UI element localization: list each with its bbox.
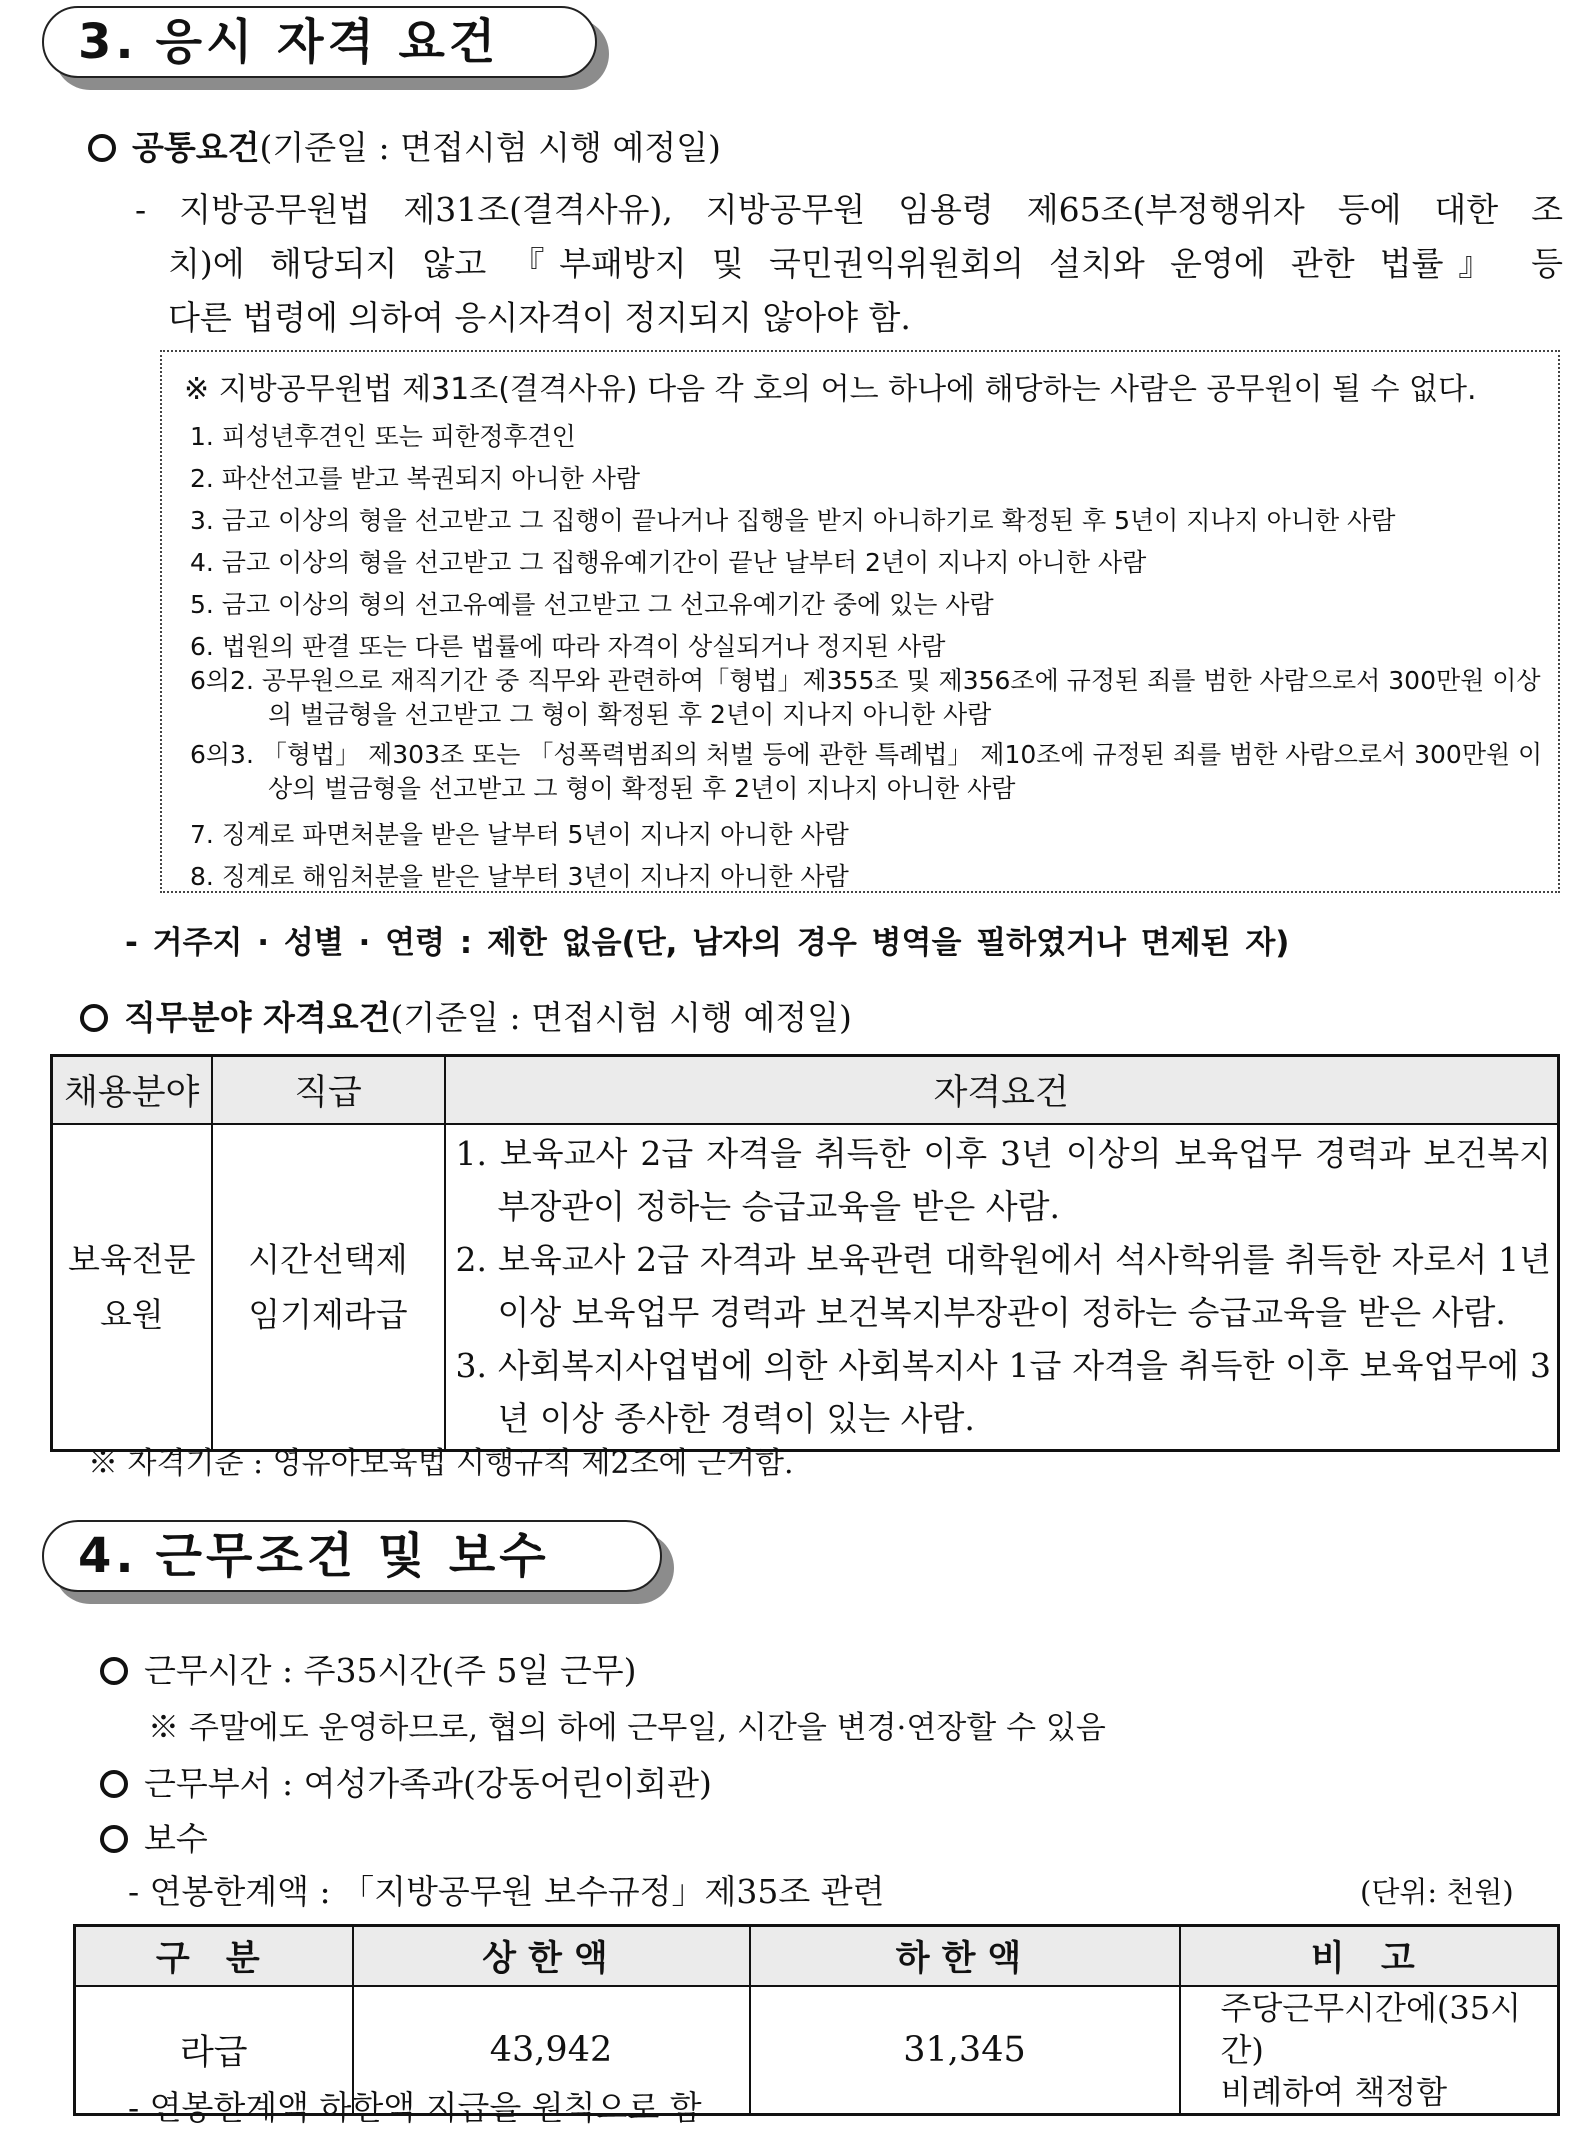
requirement-item: 3. 사회복지사업법에 의한 사회복지사 1급 자격을 취득한 이후 보육업무에 3년 이상 종사한 경력이 있는 사람. <box>455 1345 1551 1438</box>
bullet-circle-icon <box>100 1770 128 1798</box>
grade-line-2: 임기제라급 <box>248 1294 408 1334</box>
section-4-header <box>42 1520 662 1604</box>
section-3-title <box>78 6 499 78</box>
pay-limit: - 연봉한계액 : 「지방공무원 보수규정」제35조 관련 <box>128 1872 885 1911</box>
work-department <box>100 1758 712 1805</box>
pay-footer-note: - 연봉한계액 하한액 지급을 원칙으로 함 <box>128 2088 702 2127</box>
field-line-2: 요원 <box>99 1294 164 1334</box>
notice-item: 7. 징계로 파면처분을 받은 날부터 5년이 지나지 아니한 사람 <box>190 820 849 849</box>
section-4-title <box>78 1520 550 1592</box>
remark-line-2: 비례하여 책정함 <box>1220 2072 1448 2111</box>
upper-cell: 43,942 <box>353 1986 750 2115</box>
col-header-field: 채용분야 <box>52 1056 212 1124</box>
field-line-1: 보육전문 <box>67 1239 196 1279</box>
section-3-title-text: 응시 자격 요건 <box>155 14 500 70</box>
pay-heading <box>100 1813 208 1860</box>
disqualification-notice-box <box>160 350 1560 893</box>
remark-line-1: 주당근무시간에(35시간) <box>1220 1988 1521 2069</box>
table-header-row <box>75 1926 1559 1986</box>
common-desc-line-1: - 지방공무원법 제31조(결격사유), 지방공무원 임용령 제65조(부정행위자 등에 대한 조 <box>135 190 1563 229</box>
grade-cell <box>212 1124 445 1451</box>
table-row <box>52 1124 1559 1451</box>
bullet-circle-icon <box>100 1657 128 1685</box>
col-header-upper: 상한액 <box>353 1926 750 1986</box>
col-header-remark: 비 고 <box>1180 1926 1559 1986</box>
common-requirement-heading <box>88 122 721 169</box>
grade-cell: 라급 <box>75 1986 353 2115</box>
common-requirement-basis: (기준일 : 면접시험 시행 예정일) <box>259 128 721 167</box>
common-requirement-label: 공통요건 <box>132 128 260 167</box>
lower-cell: 31,345 <box>750 1986 1180 2115</box>
notice-item: 2. 파산선고를 받고 복권되지 아니한 사람 <box>190 464 640 493</box>
common-desc-line-3: 다른 법령에 의하여 응시자격이 정지되지 않아야 함. <box>168 298 911 337</box>
col-header-requirement: 자격요건 <box>445 1056 1559 1124</box>
work-department-text: 근무부서 : 여성가족과(강동어린이회관) <box>144 1764 712 1803</box>
notice-item: 4. 금고 이상의 형을 선고받고 그 집행유예기간이 끝난 날부터 2년이 지나지 아니한 사람 <box>190 548 1147 577</box>
bullet-circle-icon <box>88 134 116 162</box>
remark-cell <box>1180 1986 1559 2115</box>
pay-label: 보수 <box>144 1819 208 1858</box>
section-3-number: 3. <box>78 14 138 70</box>
notice-item: 6의2. 공무원으로 재직기간 중 직무와 관련하여「형법」제355조 및 제356조에 규정된 죄를 범한 사람으로서 300만원 이상의 벌금형을 선고받고 그 형이 확정된 후 2년이 지나지 아니한 사람 <box>190 666 1541 729</box>
residence-text: - 거주지 · 성별 · 연령 : 제한 없음(단, 남자의 경우 병역을 필하였거나 면제된 자) <box>125 925 1290 961</box>
bullet-circle-icon <box>80 1004 108 1032</box>
job-requirement-label: 직무분야 자격요건 <box>124 998 391 1037</box>
qualification-basis-note: ※ 자격기준 : 영유아보육법 시행규칙 제2조에 근거함. <box>88 1446 794 1481</box>
work-hours <box>100 1645 636 1692</box>
work-hours-note: ※ 주말에도 운영하므로, 협의 하에 근무일, 시간을 변경·연장할 수 있음 <box>148 1710 1106 1746</box>
bullet-circle-icon <box>100 1825 128 1853</box>
notice-item: 1. 피성년후견인 또는 피한정후견인 <box>190 422 576 451</box>
col-header-category: 구 분 <box>75 1926 353 1986</box>
notice-item: 8. 징계로 해임처분을 받은 날부터 3년이 지나지 아니한 사람 <box>190 862 849 891</box>
common-desc-line-2: 치)에 해당되지 않고 『부패방지 및 국민권익위원회의 설치와 운영에 관한 법률』 등 <box>168 244 1563 283</box>
notice-item: 6. 법원의 판결 또는 다른 법률에 따라 자격이 상실되거나 정지된 사람 <box>190 632 946 661</box>
notice-item: 6의3. 「형법」 제303조 또는 「성폭력범죄의 처벌 등에 관한 특례법」 제10조에 규정된 죄를 범한 사람으로서 300만원 이상의 벌금형을 선고받고 그 형이 확정된 후 2년이 지나지 아니한 사람 <box>190 740 1543 803</box>
section-3-header <box>42 6 597 90</box>
job-requirement-basis: (기준일 : 면접시험 시행 예정일) <box>390 998 852 1037</box>
col-header-lower: 하한액 <box>750 1926 1180 1986</box>
requirement-cell <box>445 1124 1559 1451</box>
col-header-grade: 직급 <box>212 1056 445 1124</box>
residence-gender-age <box>125 917 1289 962</box>
requirement-item: 1. 보육교사 2급 자격을 취득한 이후 3년 이상의 보육업무 경력과 보건복지부장관이 정하는 승급교육을 받은 사람. <box>455 1133 1551 1226</box>
job-requirement-heading <box>80 992 852 1039</box>
notice-item: 3. 금고 이상의 형을 선고받고 그 집행이 끝나거나 집행을 받지 아니하기로 확정된 후 5년이 지나지 아니한 사람 <box>190 506 1396 535</box>
qualification-table <box>50 1054 1560 1452</box>
table-header-row <box>52 1056 1559 1124</box>
notice-title: ※ 지방공무원법 제31조(결격사유) 다음 각 호의 어느 하나에 해당하는 사람은 공무원이 될 수 없다. <box>184 372 1477 407</box>
unit-label: (단위: 천원) <box>1360 1875 1514 1909</box>
requirement-item: 2. 보육교사 2급 자격과 보육관련 대학원에서 석사학위를 취득한 자로서 1년이상 보육업무 경력과 보건복지부장관이 정하는 승급교육을 받은 사람. <box>455 1239 1551 1332</box>
field-cell <box>52 1124 212 1451</box>
section-4-title-text: 근무조건 및 보수 <box>155 1528 550 1584</box>
section-4-number: 4. <box>78 1528 138 1584</box>
notice-item: 5. 금고 이상의 형의 선고유예를 선고받고 그 선고유예기간 중에 있는 사람 <box>190 590 994 619</box>
work-hours-text: 근무시간 : 주35시간(주 5일 근무) <box>144 1651 637 1690</box>
grade-line-1: 시간선택제 <box>248 1239 408 1279</box>
